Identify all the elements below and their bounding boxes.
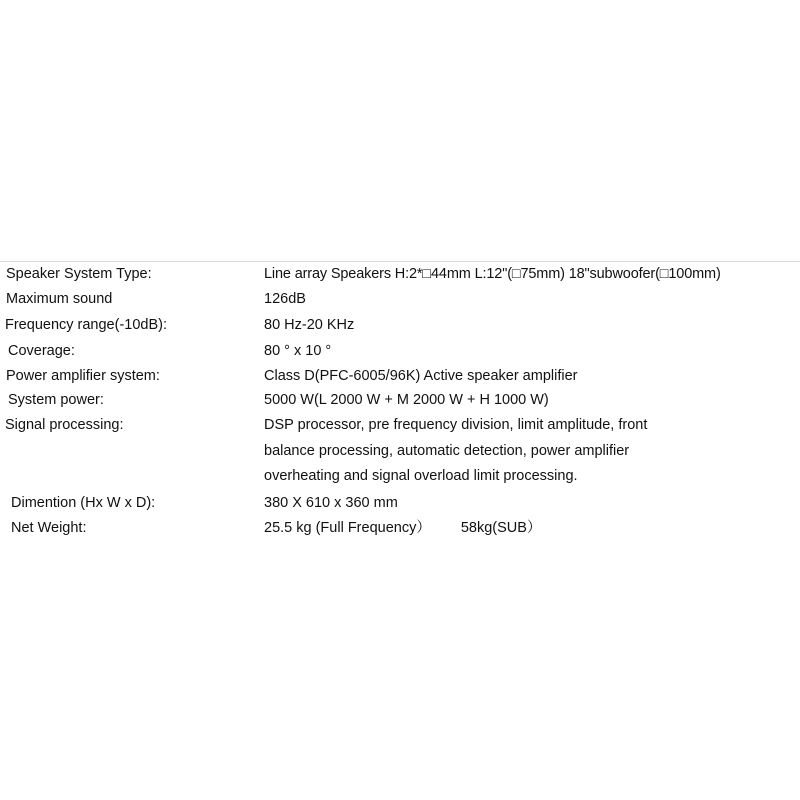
spec-label: Dimention (Hx W x D): — [11, 495, 156, 511]
spec-label: Net Weight: — [11, 520, 87, 536]
spec-value: 80 ° x 10 ° — [264, 343, 332, 359]
spec-value: Class D(PFC-6005/96K) Active speaker amplifier — [264, 368, 578, 384]
spec-label: Speaker System Type: — [6, 266, 152, 282]
spec-value: 126dB — [264, 291, 306, 307]
spec-label: Power amplifier system: — [6, 368, 160, 384]
spec-value — [264, 415, 647, 492]
top-divider — [0, 261, 800, 262]
spec-value-line: overheating and signal overload limit processing. — [264, 468, 578, 484]
spec-value-sub: 58kg(SUB） — [460, 520, 542, 536]
spec-label: System power: — [8, 392, 104, 408]
spec-label: Maximum sound — [6, 291, 113, 307]
spec-value: 5000 W(L 2000 W + M 2000 W + H 1000 W) — [264, 392, 549, 408]
spec-value — [264, 518, 541, 538]
spec-value: 80 Hz-20 KHz — [264, 317, 355, 333]
spec-value-line: balance processing, automatic detection, power amplifier — [264, 442, 630, 459]
spec-value-full-frequency: 25.5 kg (Full Frequency） — [264, 520, 431, 536]
spec-label: Coverage: — [8, 343, 75, 359]
spec-value: 380 X 610 x 360 mm — [264, 495, 398, 511]
spec-label: Signal processing: — [5, 417, 124, 433]
spec-value: Line array Speakers H:2*□44mm L:12"(□75mm) 18"subwoofer(□100mm) — [264, 266, 721, 282]
spec-value-line: DSP processor, pre frequency division, limit amplitude, front — [264, 417, 648, 433]
spec-label: Frequency range(-10dB): — [5, 317, 167, 333]
